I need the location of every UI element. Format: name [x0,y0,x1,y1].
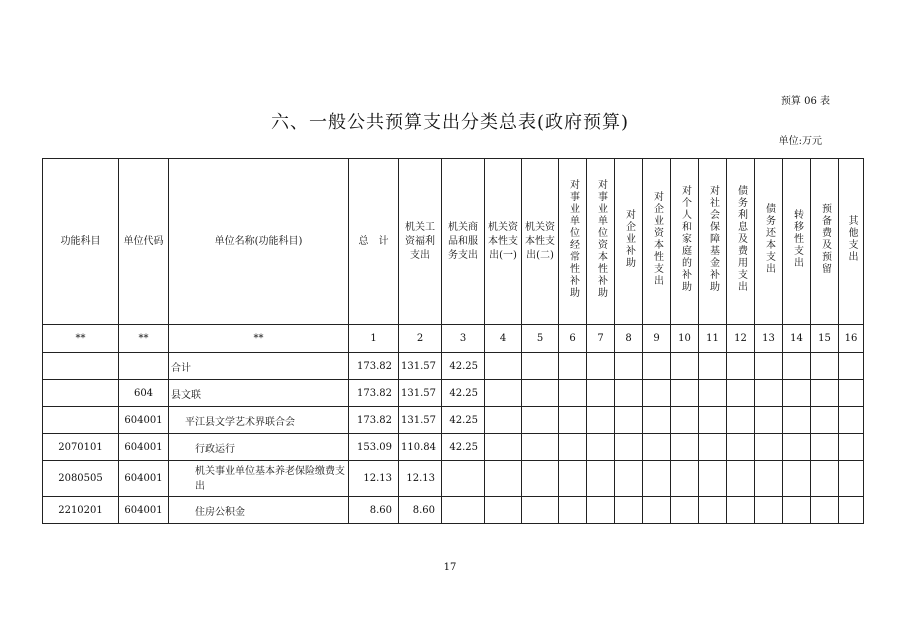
header-row [43,159,864,325]
header-c16: 其他支出 [846,215,857,263]
header-c2: 机关工资福利支出 [399,159,442,325]
index-cell: 1 [349,325,399,353]
table-number-label: 预算 06 表 [780,96,830,107]
goods-cell: 42.25 [442,434,485,461]
page-number: 17 [443,562,457,573]
unit-code-cell: 604 [119,380,169,407]
header-code: 单位代码 [119,159,169,325]
index-cell: 9 [643,325,671,353]
budget-table [42,158,864,524]
index-cell: 2 [399,325,442,353]
unit-code-cell: 604001 [119,461,169,497]
wage-cell: 131.57 [399,380,442,407]
total-cell: 8.60 [349,497,399,524]
header-name: 单位名称(功能科目) [169,159,349,325]
wage-cell: 131.57 [399,353,442,380]
header-c8: 对企业补助 [623,209,635,269]
index-cell: 10 [671,325,699,353]
header-c15: 预备费及预留 [819,203,831,275]
unit-name-cell: 行政运行 [169,434,349,461]
table-row [43,380,864,407]
index-cell: 11 [699,325,727,353]
header-total: 总 计 [349,159,399,325]
table-row [43,461,864,497]
table-row [43,497,864,524]
unit-name-cell: 机关事业单位基本养老保险缴费支出 [169,461,349,497]
header-c11: 对社会保障基金补助 [707,185,719,293]
header-c5: 机关资本性支出(二) [522,159,559,325]
index-row [43,325,864,353]
goods-cell [442,497,485,524]
index-cell: 14 [783,325,811,353]
index-cell: 15 [811,325,839,353]
header-c9: 对企业资本性支出 [651,191,663,287]
header-func: 功能科目 [43,159,119,325]
table-row [43,353,864,380]
func-code-cell: 2080505 [43,461,119,497]
header-c4: 机关资本性支出(一) [485,159,522,325]
index-cell: 6 [559,325,587,353]
header-c6: 对事业单位经常性补助 [567,179,579,299]
unit-name-cell: 县文联 [169,380,349,407]
table-row [43,434,864,461]
index-cell: 3 [442,325,485,353]
unit-label: 单位:万元 [778,136,822,147]
index-cell: 7 [587,325,615,353]
func-code-cell [43,353,119,380]
index-cell: 12 [727,325,755,353]
table-row [43,407,864,434]
total-cell: 173.82 [349,353,399,380]
total-cell: 173.82 [349,407,399,434]
header-c3: 机关商品和服务支出 [442,159,485,325]
wage-cell: 12.13 [399,461,442,497]
unit-name-cell: 合计 [169,353,349,380]
total-cell: 173.82 [349,380,399,407]
header-c10: 对个人和家庭的补助 [679,185,691,293]
total-cell: 12.13 [349,461,399,497]
index-cell: ** [119,325,169,353]
wage-cell: 131.57 [399,407,442,434]
wage-cell: 8.60 [399,497,442,524]
wage-cell: 110.84 [399,434,442,461]
header-c7: 对事业单位资本性补助 [595,179,607,299]
index-cell: 5 [522,325,559,353]
index-cell: ** [43,325,119,353]
func-code-cell: 2210201 [43,497,119,524]
total-cell: 153.09 [349,434,399,461]
unit-code-cell: 604001 [119,434,169,461]
func-code-cell [43,407,119,434]
unit-code-cell: 604001 [119,497,169,524]
unit-name-cell: 平江县文学艺术界联合会 [169,407,349,434]
page-title: 六、一般公共预算支出分类总表(政府预算) [270,112,630,133]
index-cell: 8 [615,325,643,353]
index-cell: ** [169,325,349,353]
unit-code-cell [119,353,169,380]
goods-cell: 42.25 [442,353,485,380]
goods-cell: 42.25 [442,407,485,434]
unit-code-cell: 604001 [119,407,169,434]
index-cell: 13 [755,325,783,353]
goods-cell: 42.25 [442,380,485,407]
header-c12: 债务利息及费用支出 [735,185,747,293]
unit-name-cell: 住房公积金 [169,497,349,524]
goods-cell [442,461,485,497]
header-c13: 债务还本支出 [763,203,775,275]
func-code-cell: 2070101 [43,434,119,461]
header-c14: 转移性支出 [791,209,803,269]
index-cell: 16 [839,325,864,353]
index-cell: 4 [485,325,522,353]
func-code-cell [43,380,119,407]
